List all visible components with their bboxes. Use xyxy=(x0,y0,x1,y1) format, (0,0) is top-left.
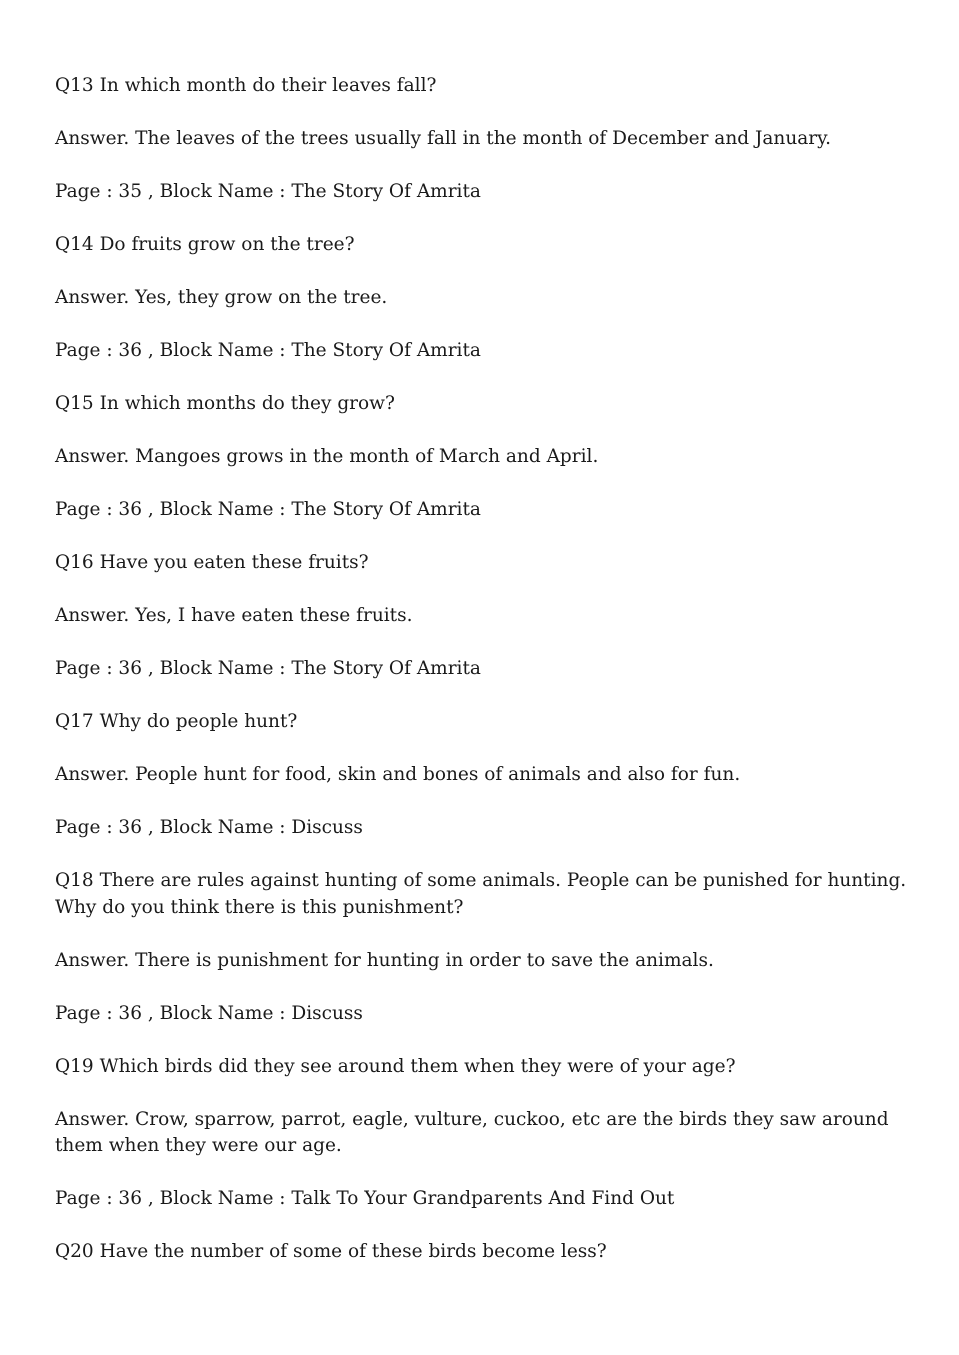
answer-q19: Answer. Crow, sparrow, parrot, eagle, vulture, cuckoo, etc are the birds they saw around them when they were our age. xyxy=(55,1108,889,1156)
question-q17: Q17 Why do people hunt? xyxy=(55,711,298,732)
reference-q16: Page : 36 , Block Name : The Story Of Amrita xyxy=(55,658,481,679)
question-q13: Q13 In which month do their leaves fall? xyxy=(55,75,437,96)
question-q20: Q20 Have the number of some of these birds become less? xyxy=(55,1241,607,1262)
reference-q14: Page : 36 , Block Name : The Story Of Amrita xyxy=(55,340,481,361)
document-page xyxy=(55,73,915,1292)
reference-q18: Page : 36 , Block Name : Discuss xyxy=(55,1002,363,1024)
answer-q15: Answer. Mangoes grows in the month of March and April. xyxy=(55,446,599,467)
reference-q19: Page : 36 , Block Name : Talk To Your Grandparents And Find Out xyxy=(55,1188,675,1209)
answer-q13: Answer. The leaves of the trees usually fall in the month of December and January. xyxy=(55,128,831,149)
reference-q17: Page : 36 , Block Name : Discuss xyxy=(55,817,363,838)
answer-q17: Answer. People hunt for food, skin and bones of animals and also for fun. xyxy=(55,764,741,785)
answer-q16: Answer. Yes, I have eaten these fruits. xyxy=(55,605,413,626)
question-q16: Q16 Have you eaten these fruits? xyxy=(55,552,369,573)
answer-q18: Answer. There is punishment for hunting in order to save the animals. xyxy=(55,949,714,971)
question-q15: Q15 In which months do they grow? xyxy=(55,393,395,414)
question-q14: Q14 Do fruits grow on the tree? xyxy=(55,234,355,255)
question-q19: Q19 Which birds did they see around them when they were of your age? xyxy=(55,1055,736,1077)
reference-q13: Page : 35 , Block Name : The Story Of Amrita xyxy=(55,181,481,202)
answer-q14: Answer. Yes, they grow on the tree. xyxy=(55,287,388,308)
question-q18: Q18 There are rules against hunting of some animals. People can be punished for hunting. Why do you think there is this punishment? xyxy=(55,870,907,918)
reference-q15: Page : 36 , Block Name : The Story Of Amrita xyxy=(55,499,481,520)
